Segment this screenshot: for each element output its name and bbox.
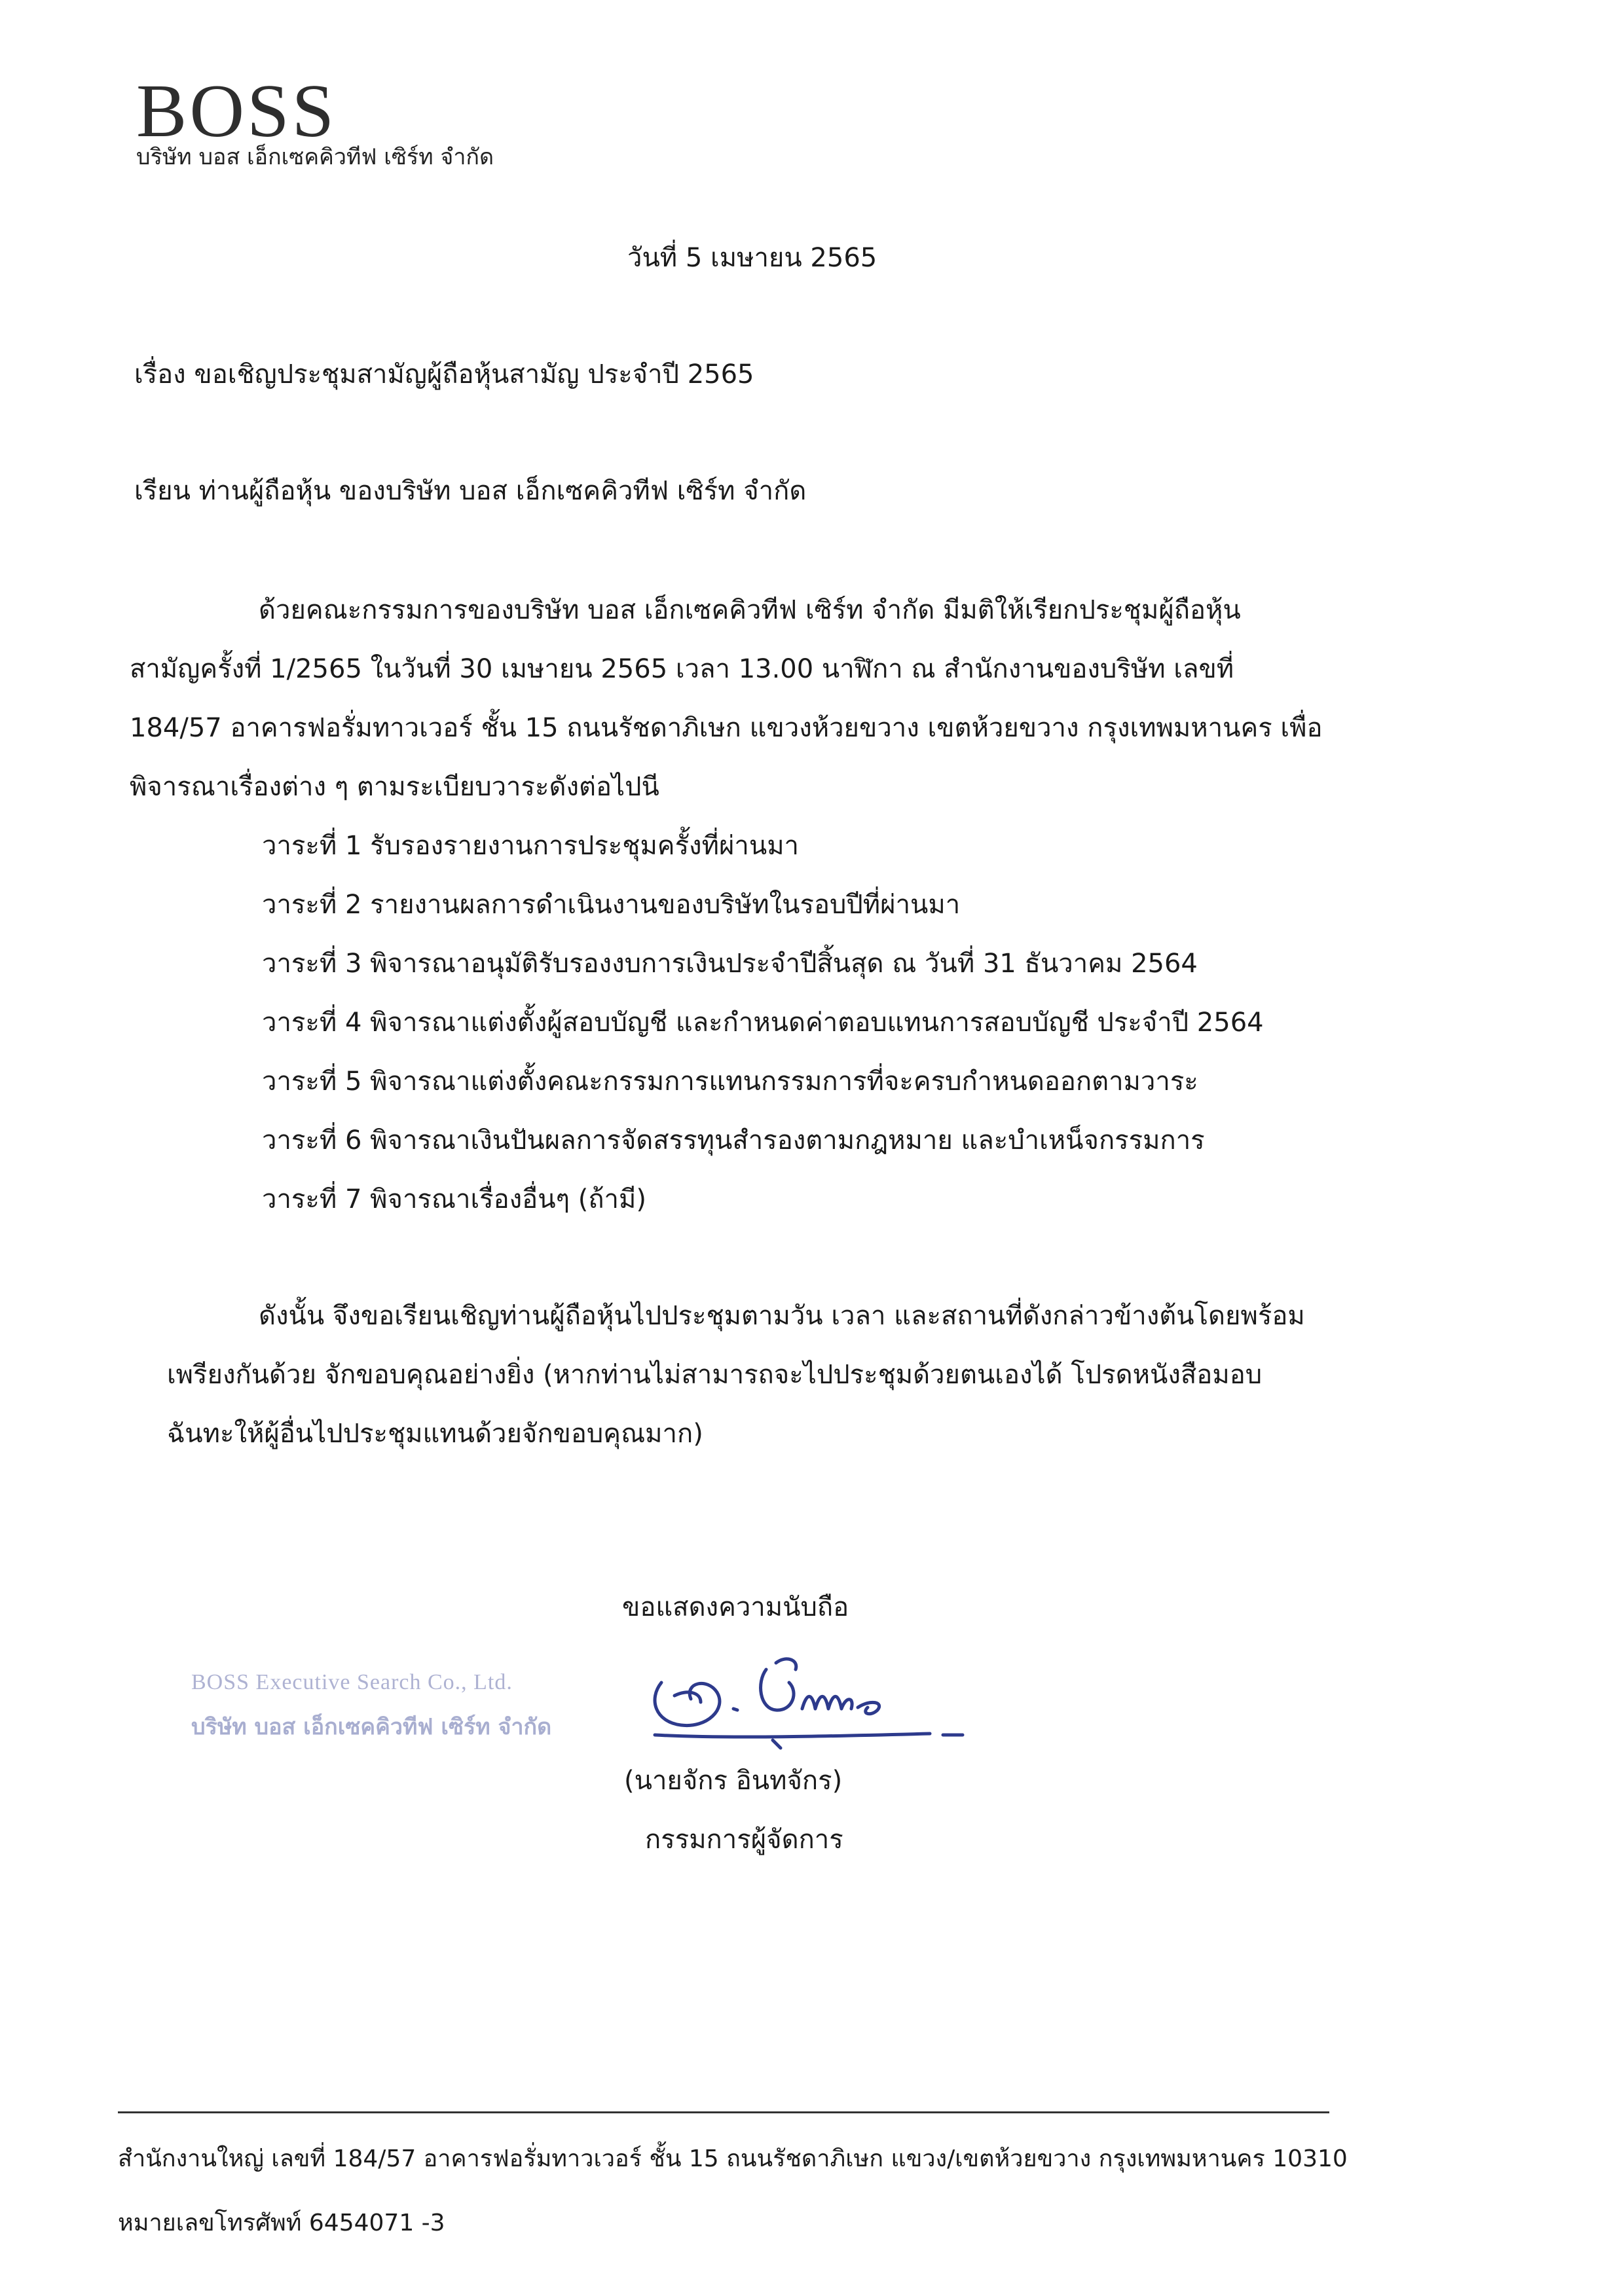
footer-divider — [118, 2111, 1329, 2113]
stamp-thai: บริษัท บอส เอ็กเซคคิวทีฟ เซิร์ท จำกัด — [191, 1714, 552, 1740]
signatory-name: (นายจักร อินทจักร) — [624, 1766, 843, 1796]
agenda-item-1: วาระที่ 1 รับรองรายงานการประชุมครั้งที่ผ่านมา — [262, 831, 800, 861]
agenda-item-2: วาระที่ 2 รายงานผลการดำเนินงานของบริษัทในรอบปีที่ผ่านมา — [262, 890, 961, 920]
signature — [635, 1637, 989, 1755]
intro-line-1: ด้วยคณะกรรมการของบริษัท บอส เอ็กเซคคิวทีฟ เซิร์ท จำกัด มีมติให้เรียกประชุมผู้ถือหุ้น — [259, 595, 1241, 625]
company-name: บริษัท บอส เอ็กเซคคิวทีฟ เซิร์ท จำกัด — [136, 144, 494, 170]
agenda-item-3: วาระที่ 3 พิจารณาอนุมัติรับรองงบการเงินประจำปีสิ้นสุด ณ วันที่ 31 ธันวาคม 2564 — [262, 949, 1198, 979]
agenda-item-7: วาระที่ 7 พิจารณาเรื่องอื่นๆ (ถ้ามี) — [262, 1184, 646, 1214]
letter-recipient: เรียน ท่านผู้ถือหุ้น ของบริษัท บอส เอ็กเซคคิวทีฟ เซิร์ท จำกัด — [134, 476, 807, 506]
intro-line-4: พิจารณาเรื่องต่าง ๆ ตามระเบียบวาระดังต่อไปนี — [130, 772, 659, 802]
company-logo: BOSS — [136, 69, 337, 153]
footer-address: สำนักงานใหญ่ เลขที่ 184/57 อาคารฟอรั่มทาวเวอร์ ชั้น 15 ถนนรัชดาภิเษก แขวง/เขตห้วยขวาง กรุงเทพมหานคร 10310 — [118, 2145, 1348, 2172]
closing-line-1: ดังนั้น จึงขอเรียนเชิญท่านผู้ถือหุ้นไปประชุมตามวัน เวลา และสถานที่ดังกล่าวข้างต้นโดยพร้อม — [259, 1301, 1305, 1331]
intro-line-3: 184/57 อาคารฟอรั่มทาวเวอร์ ชั้น 15 ถนนรัชดาภิเษก แขวงห้วยขวาง เขตห้วยขวาง กรุงเทพมหานคร เพื่อ — [130, 713, 1323, 743]
agenda-item-4: วาระที่ 4 พิจารณาแต่งตั้งผู้สอบบัญชี และกำหนดค่าตอบแทนการสอบบัญชี ประจำปี 2564 — [262, 1008, 1264, 1038]
closing-line-3: ฉันทะให้ผู้อื่นไปประชุมแทนด้วยจักขอบคุณมาก) — [167, 1419, 703, 1449]
agenda-item-5: วาระที่ 5 พิจารณาแต่งตั้งคณะกรรมการแทนกรรมการที่จะครบกำหนดออกตามวาระ — [262, 1066, 1198, 1097]
closing-line-2: เพรียงกันด้วย จักขอบคุณอย่างยิ่ง (หากท่านไม่สามารถจะไปประชุมด้วยตนเองได้ โปรดหนังสือมอบ — [167, 1360, 1263, 1390]
salutation: ขอแสดงความนับถือ — [622, 1592, 849, 1622]
signatory-position: กรรมการผู้จัดการ — [645, 1825, 843, 1855]
stamp-english: BOSS Executive Search Co., Ltd. — [191, 1670, 513, 1694]
letter-subject: เรื่อง ขอเชิญประชุมสามัญผู้ถือหุ้นสามัญ ประจำปี 2565 — [134, 359, 754, 390]
letter-date: วันที่ 5 เมษายน 2565 — [627, 243, 877, 273]
agenda-item-6: วาระที่ 6 พิจารณาเงินปันผลการจัดสรรทุนสำรองตามกฎหมาย และบำเหน็จกรรมการ — [262, 1125, 1205, 1156]
intro-line-2: สามัญครั้งที่ 1/2565 ในวันที่ 30 เมษายน 2565 เวลา 13.00 นาฬิกา ณ สำนักงานของบริษัท เลขที่ — [130, 654, 1234, 684]
footer-phone: หมายเลขโทรศัพท์ 6454071 -3 — [118, 2210, 445, 2236]
